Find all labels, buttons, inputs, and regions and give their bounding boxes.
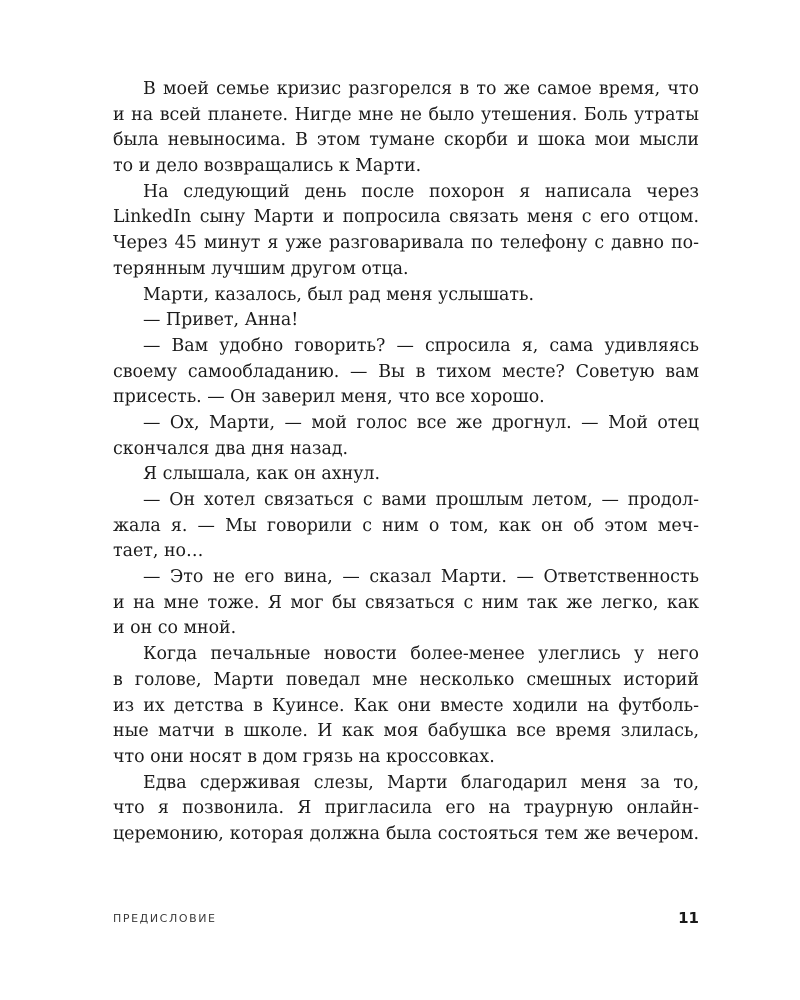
text-line: что я позвонила. Я пригласила его на траурную онлайн- xyxy=(113,798,699,819)
text-line: Когда печальные новости более-менее улеглись у него xyxy=(143,644,699,665)
text-line: На следующий день после похорон я написала через xyxy=(143,181,699,202)
text-line: то и дело возвращались к Марти. xyxy=(113,156,422,177)
text-line: в голове, Марти поведал мне несколько смешных историй xyxy=(113,669,699,690)
text-line: — Он хотел связаться с вами прошлым летом, — продол- xyxy=(143,490,699,510)
text-line: В моей семье кризис разгорелся в то же самое время, что xyxy=(143,79,699,99)
text-line: Едва сдерживая слезы, Марти благодарил меня за то, xyxy=(143,772,699,793)
text-line: была невыносима. В этом тумане скорби и шока мои мысли xyxy=(113,130,699,151)
text-line: — Вам удобно говорить? — спросила я, сама удивляясь xyxy=(143,335,699,356)
text-line: из их детства в Куинсе. Как они вместе ходили на футболь- xyxy=(113,695,699,716)
text-line: Марти, казалось, был рад меня услышать. xyxy=(143,284,534,305)
text-line: и он со мной. xyxy=(113,618,237,639)
text-line: — Привет, Анна! xyxy=(143,310,299,331)
text-line: — Это не его вина, — сказал Марти. — Ответственность xyxy=(143,567,699,588)
text-line: ные матчи в школе. И как моя бабушка все время злилась, xyxy=(113,721,699,742)
text-line: и на всей планете. Нигде мне не было утешения. Боль утраты xyxy=(113,104,699,125)
text-line: жала я. — Мы говорили с ним о том, как он об этом меч- xyxy=(113,515,699,536)
text-line: присесть. — Он заверил меня, что все хорошо. xyxy=(113,387,545,408)
text-line: что они носят в дом грязь на кроссовках. xyxy=(113,746,495,767)
page-number: 11 xyxy=(678,909,699,927)
text-line: LinkedIn сыну Марти и попросила связать меня с его отцом. xyxy=(113,207,699,228)
text-line: тает, но… xyxy=(113,541,204,562)
text-line: скончался два дня назад. xyxy=(113,438,349,459)
body-text xyxy=(113,77,699,848)
text-line: Я слышала, как он ахнул. xyxy=(143,464,381,485)
text-line: своему самообладанию. — Вы в тихом месте? Советую вам xyxy=(113,361,699,382)
running-head: ПРЕДИСЛОВИЕ xyxy=(113,912,217,925)
text-line: — Ох, Марти, — мой голос все же дрогнул. — Мой отец xyxy=(143,412,699,433)
text-line: терянным лучшим другом отца. xyxy=(113,258,409,279)
text-line: Через 45 минут я уже разговаривала по телефону с давно по- xyxy=(113,233,699,254)
text-line: церемонию, которая должна была состояться тем же вечером. xyxy=(113,823,699,844)
text-line: и на мне тоже. Я мог бы связаться с ним так же легко, как xyxy=(113,592,699,613)
page-footer xyxy=(113,910,699,930)
